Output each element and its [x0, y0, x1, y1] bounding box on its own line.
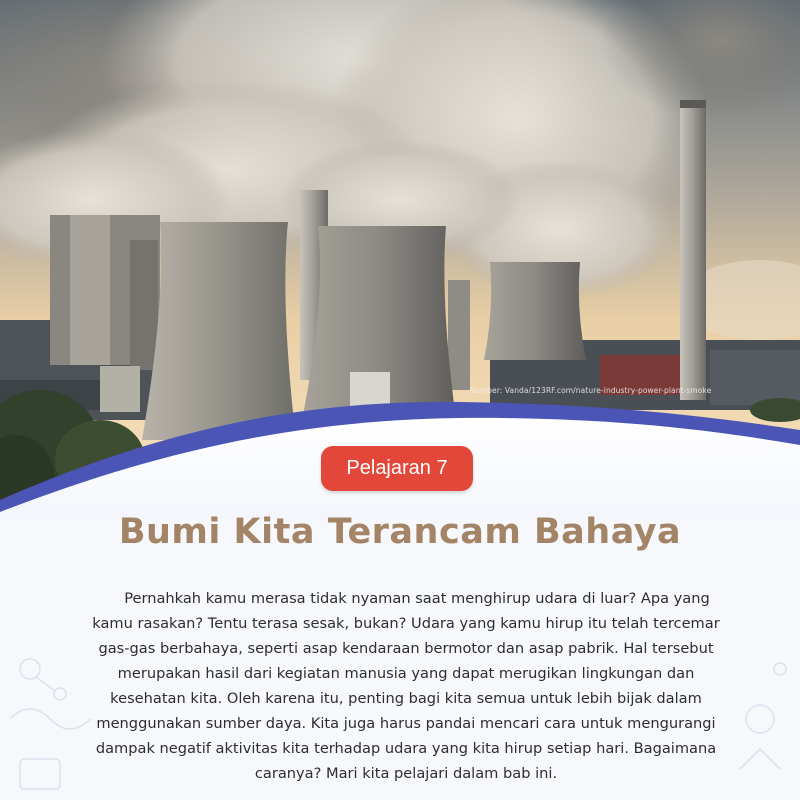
lesson-badge: Pelajaran 7	[321, 446, 473, 491]
panel-background	[0, 519, 800, 800]
intro-text: Pernahkah kamu merasa tidak nyaman saat menghirup udara di luar? Apa yang kamu rasakan? Tentu terasa sesak, bukan? Udara yang kamu hirup itu telah tercemar gas-gas berbahaya, seperti asap kendaraan bermotor dan asap pabrik. Hal tersebut merupakan hasil dari kegiatan manusia yang dapat merugikan lingkungan dan kesehatan kita. Oleh karena itu, penting bagi kita semua untuk lebih bijak dalam menggunakan sumber daya. Kita juga harus pandai mencari cara untuk mengurangi dampak negatif aktivitas kita terhadap udara yang kita hirup setiap hari. Bagaimana caranya? Mari kita pelajari dalam bab ini.	[92, 590, 720, 782]
chapter-title: Bumi Kita Terancam Bahaya	[118, 512, 682, 552]
chimney	[680, 100, 706, 400]
photo-credit: Sumber: Vanda/123RF.com/nature-industry-power-plant-smoke	[470, 386, 712, 395]
